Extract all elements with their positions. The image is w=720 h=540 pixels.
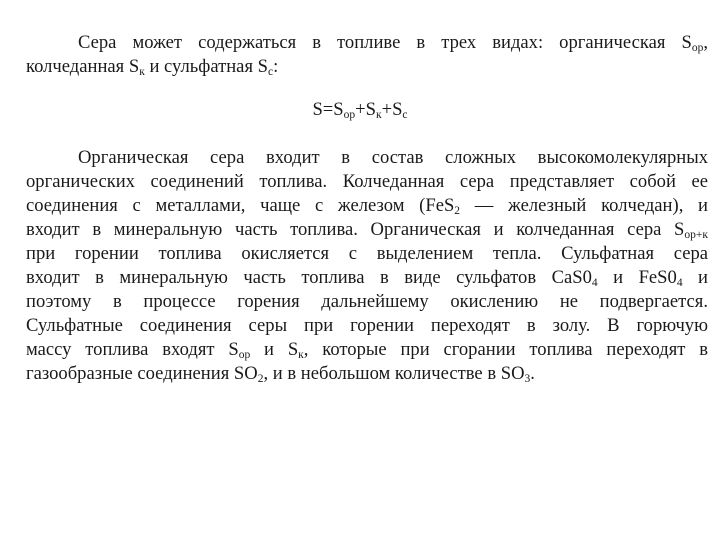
body-text: , и в небольшом количестве в SO [263,363,525,384]
subscript-2: 2 [454,205,461,218]
body-text: , которые при сгорании топлива переходят в [303,339,708,360]
formula-subscript-k: к [375,109,382,122]
subscript-or-k: ор+к [684,229,708,242]
punctuation: : [273,56,279,77]
intro-line-2 [26,55,708,79]
subscript-or: ор [238,349,251,362]
formula-text: +S [355,99,376,120]
formula-subscript-s: с [402,109,408,122]
sulfur-formula [0,98,720,122]
body-text: и S [250,339,299,360]
subscript-or: ор [691,42,704,55]
body-text: входит в минеральную часть топлива в виде сульфатов CaS0 [26,267,592,288]
subscript-4: 4 [676,277,683,290]
subscript-2: 2 [257,373,264,386]
subscript-s: с [267,66,274,79]
body-line-1: Органическая сера входит в состав сложных высокомолекулярных [78,147,708,168]
body-text: массу топлива входят S [26,339,239,360]
body-line-3 [26,194,708,218]
body-line-2: органических соединений топлива. Колчеданная сера представляет собой ее [26,171,708,192]
body-line-6 [26,266,708,290]
intro-line-1 [78,31,708,55]
formula-text: +S [381,99,403,120]
body-line-7: поэтому в процессе горения дальнейшему окислению не подвергается. [26,291,708,312]
body-line-4 [26,218,708,242]
body-text: — железный колчедан), и [460,195,708,216]
body-line-10 [26,362,708,386]
body-text: и [682,267,709,288]
formula-subscript-or: ор [343,109,356,122]
intro-text: и сульфатная S [144,56,268,77]
body-text: соединения с металлами, чаще с железом (FeS [26,195,455,216]
subscript-k: к [139,66,145,79]
body-line-8: Сульфатные соединения серы при горении переходят в золу. В горючую [26,315,708,336]
intro-text: Сера может содержаться в топливе в трех видах: органическая S [78,32,692,53]
formula-text: S=S [312,99,344,120]
body-text: газообразные соединения SO [26,363,258,384]
subscript-k: к [298,349,304,362]
body-text: входит в минеральную часть топлива. Органическая и колчеданная сера S [26,219,685,240]
punctuation: , [703,32,708,53]
subscript-3: 3 [524,373,531,386]
subscript-4: 4 [591,277,598,290]
body-line-5: при горении топлива окисляется с выделением тепла. Сульфатная сера [26,243,708,264]
intro-text: колчеданная S [26,56,140,77]
body-text: и FeS0 [597,267,677,288]
punctuation: . [530,363,535,384]
body-line-9 [26,338,708,362]
